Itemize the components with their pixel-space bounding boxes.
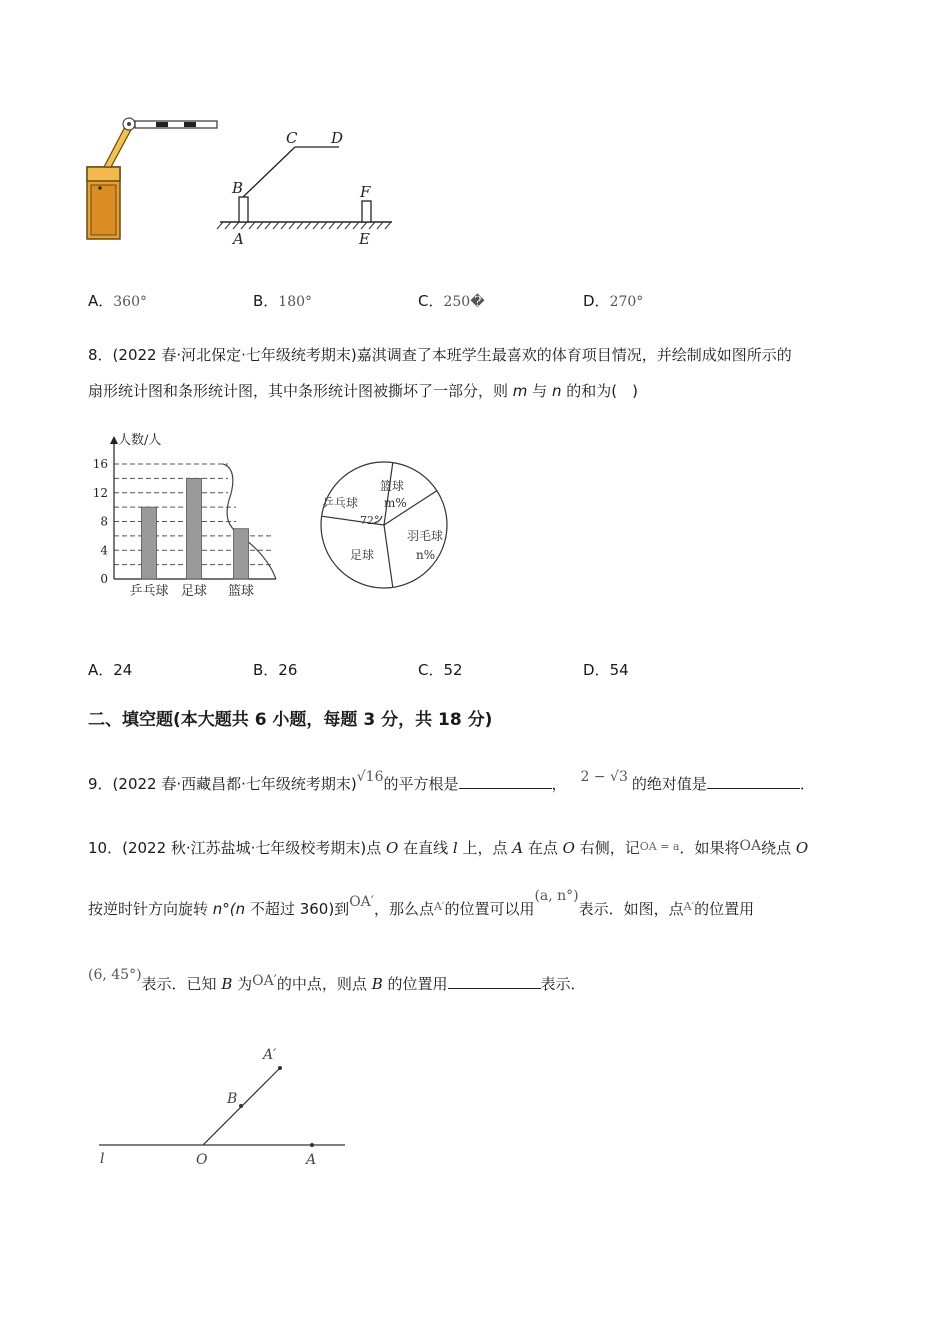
bar-0 — [142, 507, 157, 579]
label-a-prime: A′ — [263, 1047, 277, 1063]
section-2-title: 二、填空题(本大题共 6 小题，每题 3 分，共 18 分) — [88, 710, 493, 730]
y-axis-label: 人数/人 — [118, 433, 162, 448]
q9-text: 9．(2022 春·西藏昌都·七年级统考期末)√16的平方根是 ， 2 − √3 的绝对值是 ． — [88, 769, 815, 793]
x-category-label: 篮球 — [227, 584, 255, 599]
pie-value-pingpong: 72° — [360, 514, 380, 527]
q9-blank-1[interactable] — [459, 774, 552, 789]
label-E: E — [359, 230, 370, 248]
q10-line2: 按逆时针方向旋转 n°(n 不超过 360)到OA′，那么点$^{A'}$的位置可以用(a, n°)表示．如图，点$^{A'}$的位置用 — [88, 888, 755, 918]
q10-line3: (6, 45°)表示．已知 B 为OA′的中点，则点 B 的位置用 表示． — [88, 967, 586, 993]
q9-blank-2[interactable] — [707, 774, 800, 789]
x-category-label: 乒乓球 — [129, 584, 169, 599]
x-category-label: 足球 — [180, 584, 208, 599]
label-b: B — [227, 1091, 238, 1107]
y-tick-label: 4 — [100, 543, 108, 558]
q10-blank[interactable] — [448, 974, 541, 989]
pie-value-n: n% — [416, 548, 436, 562]
pie-label-pingpong: 乒乓球 — [322, 496, 359, 510]
q8-text-line2: 扇形统计图和条形统计图，其中条形统计图被撕坏了一部分，则 m 与 n 的和为( ) — [88, 382, 638, 400]
label-C: C — [286, 129, 298, 147]
q8-option-c[interactable]: C．52 — [418, 661, 463, 679]
q7-option-c[interactable]: C．250� — [418, 292, 485, 310]
bar-1 — [187, 478, 202, 579]
label-o: O — [196, 1152, 208, 1168]
y-tick-label: 16 — [92, 457, 108, 471]
label-F: F — [360, 183, 371, 201]
y-tick-label: 8 — [100, 514, 108, 529]
barrier-gate-figure — [80, 112, 230, 247]
q7-option-b[interactable]: B．180° — [253, 292, 313, 310]
geometry-figure-abcdef — [215, 125, 400, 250]
label-D: D — [331, 129, 344, 147]
q8-option-b[interactable]: B．26 — [253, 661, 298, 679]
label-B: B — [232, 179, 244, 197]
pie-value-m: m% — [384, 496, 407, 510]
y-tick-label: 0 — [100, 572, 108, 586]
q8-option-d[interactable]: D．54 — [583, 661, 629, 679]
q8-text-line1: 8．(2022 春·河北保定·七年级统考期末)嘉淇调查了本班学生最喜欢的体育项目情况，并绘制成如图所示的 — [88, 346, 792, 364]
bar-2 — [234, 529, 249, 579]
q7-option-d[interactable]: D．270° — [583, 292, 644, 310]
q7-option-a[interactable]: A．360° — [88, 292, 147, 310]
q10-line1: 10．(2022 秋·江苏盐城·七年级校考期末)点 O 在直线 l 上，点 A 在点 O 右侧，记$^{OA = a}$．如果将OA绕点 O — [88, 838, 809, 857]
pie-label-basketball: 篮球 — [380, 479, 405, 493]
label-a: A — [306, 1152, 317, 1168]
label-A: A — [233, 230, 244, 248]
y-tick-label: 12 — [92, 485, 108, 500]
sqrt16-expr: √16 — [356, 769, 384, 785]
label-l: l — [100, 1151, 105, 1167]
pie-label-badminton: 羽毛球 — [407, 529, 444, 543]
two-minus-sqrt3-expr: 2 − √3 — [580, 769, 628, 785]
pie-label-football: 足球 — [350, 548, 375, 562]
q8-option-a[interactable]: A．24 — [88, 661, 133, 679]
bar-chart — [86, 428, 286, 603]
pie-chart — [312, 460, 457, 592]
rotation-figure — [95, 1045, 355, 1175]
